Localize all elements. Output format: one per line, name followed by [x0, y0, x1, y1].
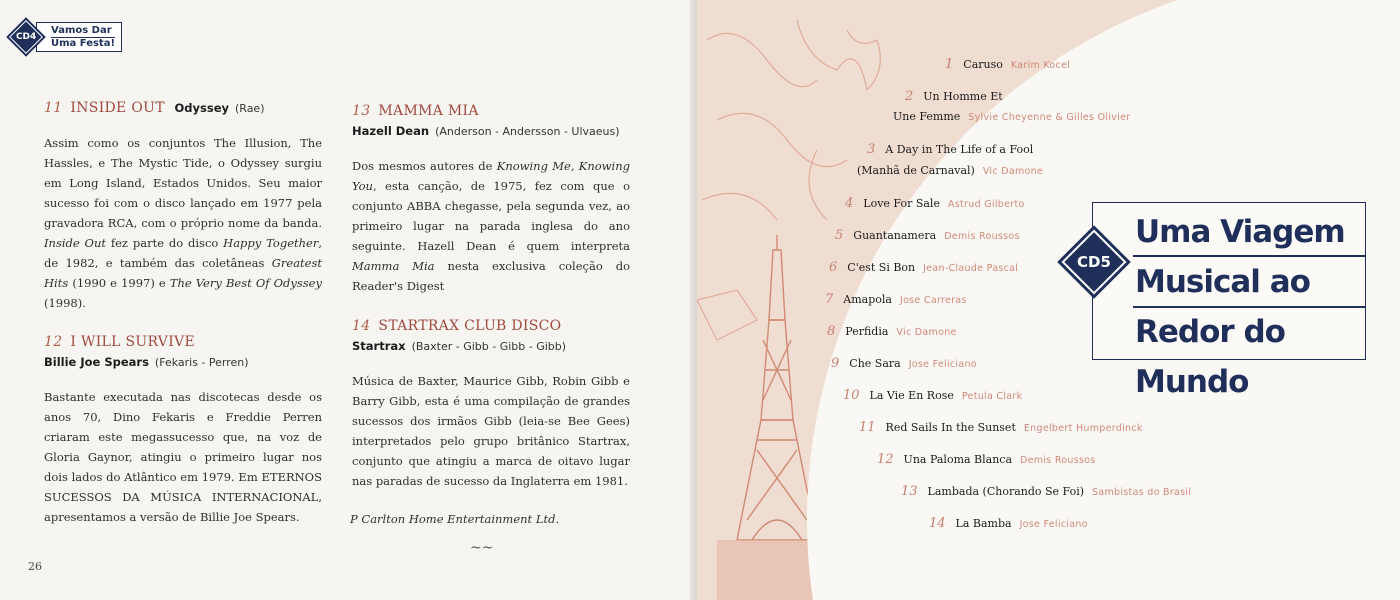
article-title: INSIDE OUT — [70, 100, 165, 116]
article-i-will-survive — [44, 332, 322, 527]
track-item: 12 Una Paloma Blanca Demis Roussos — [877, 452, 1096, 467]
track-item: 5 Guantanamera Demis Roussos — [835, 228, 1020, 243]
article-artist: Startrax — [352, 339, 406, 353]
article-artist: Hazell Dean — [352, 124, 430, 138]
cd5-title: Uma Viagem Musical ao Redor do Mundo — [1135, 214, 1345, 400]
article-title: STARTRAX CLUB DISCO — [378, 318, 562, 334]
track-item: 8 Perfidia Vic Damone — [827, 324, 957, 339]
article-number: 13 — [352, 103, 371, 119]
article-body: Bastante executada nas discotecas desde os anos 70, Dino Fekaris e Freddie Perren criaram este megassucesso que, na voz de Gloria Gaynor, atingiu o primeiro lugar nos dois lados do Atlântico em 1979. Em ETERNOS SUCESSOS DA MÚSICA INTERNACIONAL, apresentamos a versão de Billie Joe Spears. — [44, 390, 322, 524]
article-number: 14 — [352, 318, 371, 334]
article-body: Assim como os conjuntos The Illusion, The Hassles, e The Mystic Tide, o Odyssey surgiu em Long Island, Estados Unidos. Seu maior sucesso foi com o disco lançado em 1977 pela gravadora RCA, com o próprio nome da banda. Inside Out fez parte do disco Happy Together, de 1982, e também das coletâneas Greatest Hits (1990 e 1997) e The Very Best Of Odyssey (1998). — [44, 136, 322, 310]
cd4-title-line1: Vamos Dar — [51, 25, 115, 38]
article-number: 11 — [44, 100, 63, 116]
track-item-continued: (Manhã de Carnaval) Vic Damone — [857, 164, 1044, 177]
track-item-continued: Une Femme Sylvie Cheyenne & Gilles Olivier — [893, 110, 1131, 123]
track-item: 11 Red Sails In the Sunset Engelbert Humperdinck — [859, 420, 1143, 435]
cd5-title-box — [1092, 202, 1366, 400]
track-item: 13 Lambada (Chorando Se Foi) Sambistas do Brasil — [901, 484, 1192, 499]
track-item: 2 Un Homme Et — [905, 89, 1003, 104]
article-credit: (Anderson - Andersson - Ulvaeus) — [435, 125, 620, 138]
article-artist: Odyssey — [174, 101, 229, 115]
page-number: 26 — [28, 560, 42, 573]
article-credit: (Baxter - Gibb - Gibb - Gibb) — [411, 340, 567, 353]
right-page — [697, 0, 1400, 600]
article-artist: Billie Joe Spears — [44, 355, 149, 369]
track-item: 14 La Bamba Jose Feliciano — [929, 516, 1088, 531]
track-item: 9 Che Sara Jose Feliciano — [831, 356, 977, 371]
cd5-label: CD5 — [1077, 253, 1111, 271]
article-inside-out — [44, 98, 322, 313]
article-startrax — [352, 316, 630, 491]
article-credit: (Rae) — [235, 102, 265, 115]
article-number: 12 — [44, 334, 63, 350]
cd4-title-box — [36, 22, 122, 52]
track-item: 1 Caruso Karim Kocel — [945, 57, 1071, 72]
copyright-notice: P Carlton Home Entertainment Ltd. — [350, 512, 560, 526]
article-title: MAMMA MIA — [378, 103, 479, 119]
ornament-divider: ~~ — [470, 540, 494, 556]
track-item: 3 A Day in The Life of a Fool — [867, 142, 1034, 157]
cd4-label: CD4 — [15, 32, 37, 42]
article-body: Música de Baxter, Maurice Gibb, Robin Gibb e Barry Gibb, esta é uma compilação de grandes sucessos dos irmãos Gibb (leia-se Bee Gees) interpretados pelo grupo britânico Startrax, conjunto que atingiu a marca de oitavo lugar nas paradas de sucesso da Inglaterra em 1981. — [352, 374, 630, 488]
track-item: 7 Amapola Jose Carreras — [825, 292, 967, 307]
article-title: I WILL SURVIVE — [70, 334, 195, 350]
article-credit: (Fekaris - Perren) — [154, 356, 249, 369]
left-page — [0, 0, 697, 600]
track-item: 4 Love For Sale Astrud Gilberto — [845, 196, 1025, 211]
article-body: Dos mesmos autores de Knowing Me, Knowing You, esta canção, de 1975, fez com que o conjunto ABBA chegasse, pela segunda vez, ao primeiro lugar na parada inglesa do ano seguinte. Hazell Dean é quem interpreta Mamma Mia nesta exclusiva coleção do Reader's Digest — [352, 159, 630, 293]
cd4-badge — [12, 22, 122, 52]
track-item: 6 C'est Si Bon Jean-Claude Pascal — [829, 260, 1019, 275]
cd4-title-line2: Uma Festa! — [51, 38, 116, 49]
article-mamma-mia — [352, 101, 630, 296]
track-item: 10 La Vie En Rose Petula Clark — [843, 388, 1023, 403]
